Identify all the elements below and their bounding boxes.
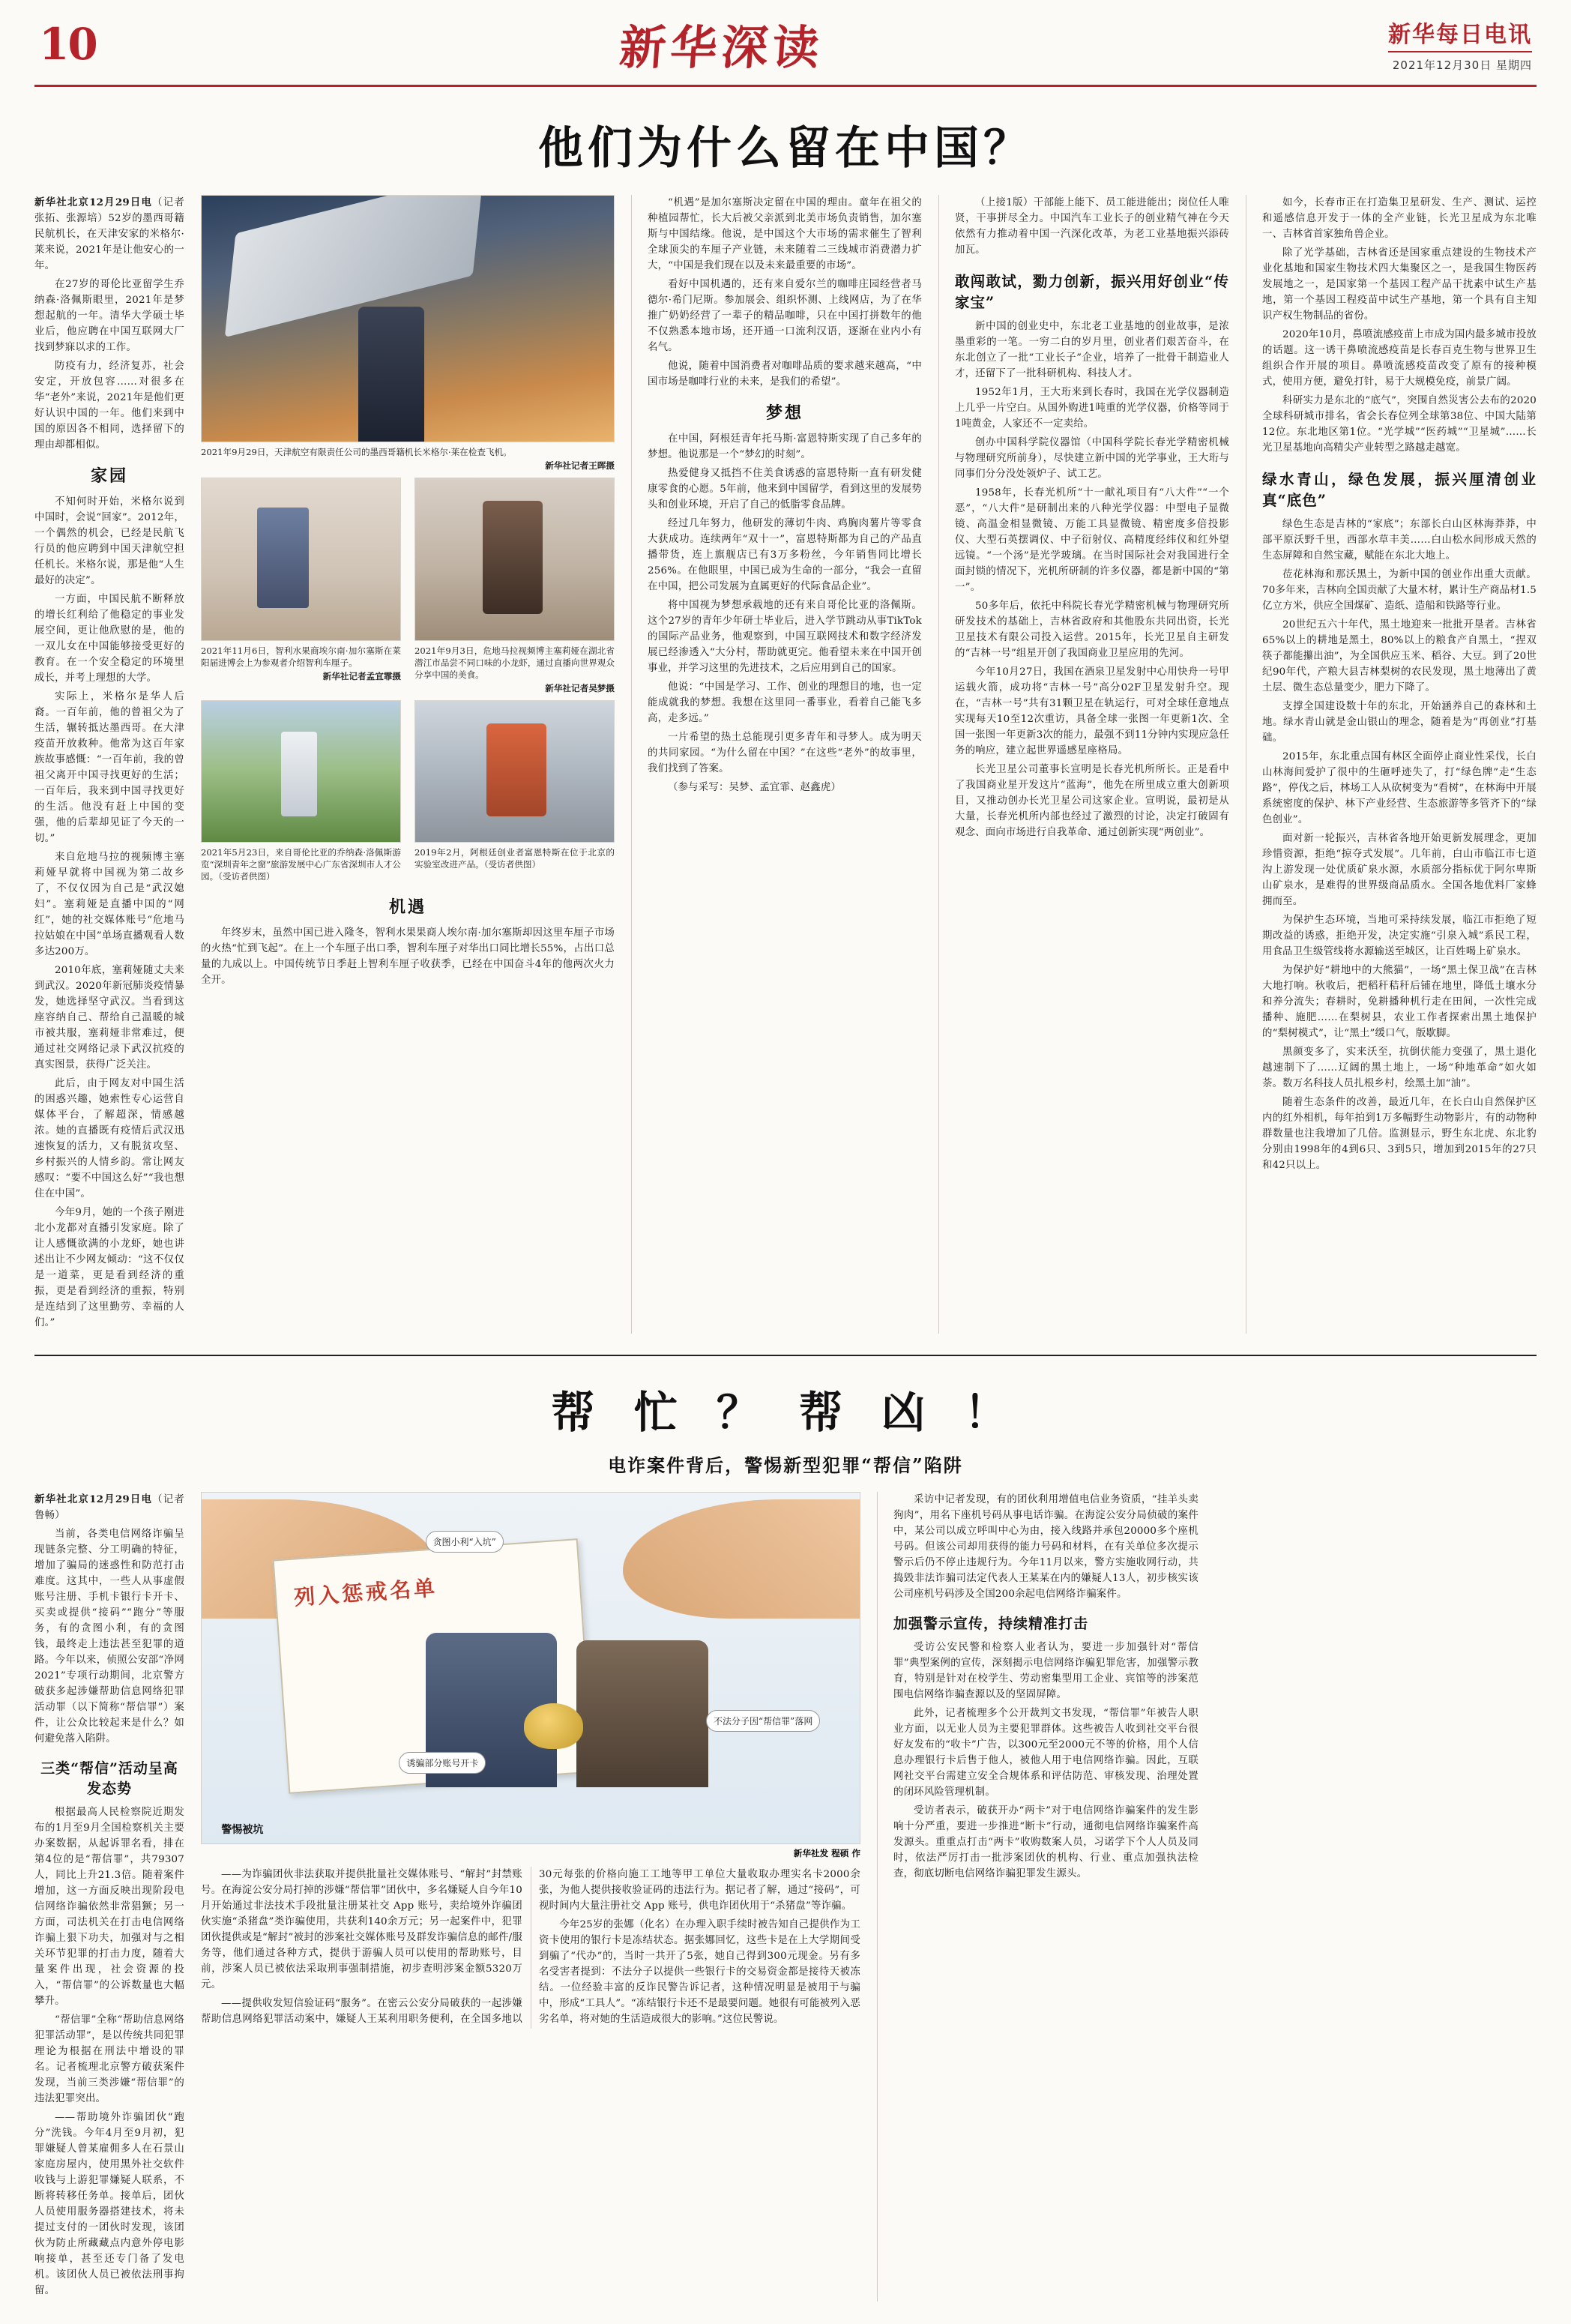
- photo-caption: 2021年9月3日，危地马拉视频博主塞莉娅在湖北省潜江市品尝不同口味的小龙虾，通过直播向世界观众分享中国的美食。: [414, 645, 615, 680]
- paragraph: 受访公安民警和检察人业者认为，要进一步加强针对“帮信罪”典型案例的宣传，深刻揭示电信网络诈骗犯罪危害，加强警示教育，特别是针对在校学生、劳动密集型用工企业、宾馆等的涉案范围电信网络诈骗查源以及的坚固屏障。: [893, 1642, 1198, 1700]
- paragraph: 在中国，阿根廷青年托马斯·富恩特斯实现了自己多年的梦想。他说那是一个“梦幻的时刻”。: [648, 433, 922, 460]
- paragraph: 来自危地马拉的视频博主塞莉娅早就将中国视为第二故乡了，不仅仅因为自己是“武汉媳妇”。塞莉娅是直播中国的“网红”，她的社交媒体账号“危地马拉姑娘在中国”单场直播观看人数多达200万。: [34, 852, 184, 957]
- paragraph: 实际上，米格尔是华人后裔。一百年前，他的曾祖父为了生活，辗转抵达墨西哥。在大津疫苗开放救种。他常为这百年家族故事感慨：“一百年前，我的曾祖父离开中国寻找更好的生活；一百年后，我来到中国寻找更好的生活。他没有赶上中国的变强，他的后辈却见证了今天的一切。”: [34, 691, 184, 844]
- photo-credit: 新华社记者孟宜霏摄: [322, 671, 401, 681]
- paragraph: 1958年，长春光机所“十一献礼项目有“八大件”“一个恶”，“八大件”是研制出来的八种光学仪器：中型电子显微镜、高温金相显微镜、万能工具显微镜、精密度多倍投影仪、大型石英摆调仪、中子衍射仪、高精度经纬仪和红外望远镜。“一个汤”是光学玻璃。在当时国际社会对我国进行全面封锁的情况下，光机所研制的许多仪器，都是新中国的“第一”。: [955, 487, 1229, 593]
- paragraph: （参与采写：吴梦、孟宜霏、赵鑫虎）: [668, 782, 842, 793]
- speech-bubble-right: 不法分子因“帮信罪”落网: [706, 1710, 820, 1732]
- photo-pair-top: [201, 478, 615, 700]
- speech-bubble-top: 贪图小利“入坑”: [426, 1531, 504, 1553]
- paragraph: 2020年10月，鼻喷流感疫苗上市成为国内最多城市投放的话题。这一诱干鼻喷流感疫苗是长春百克生物与世界卫生组织合作开展的项目。鼻喷流感疫苗改变了原有的接种模式，使用方便，避免打针，易于大规模免疫，前景广阔。: [1262, 329, 1537, 388]
- paragraph: 他说：“中国是学习、工作、创业的理想目的地，也一定能成就我的梦想。我想在这里同一番事业，看着自己能飞多高，走多远。”: [648, 681, 922, 724]
- issue-date: 2021年12月30日 星期四: [1392, 58, 1532, 72]
- masthead-center: [166, 10, 1277, 77]
- paragraph: 将中国视为梦想承载地的还有来自哥伦比亚的洛佩斯。这个27岁的青年少年研士毕业后，进入学节跳动从事TikTok的国际产品业务，他观察到，中国互联网技术和数字经济发展已经渗透入“大分村，帮助就更完。他看望未来在中国开创事业，并学习这里的先进技术，之后应用到自己的国家。: [648, 600, 922, 674]
- opportunity-text-start: [201, 925, 615, 988]
- paragraph: 随着生态条件的改善，最近几年，在长白山自然保护区内的红外相机，每年拍到1万多幅野生动物影片，有的动物种群数量也注我增加了几倍。监测显示，野生东北虎、东北豹分别由1998年的4到6只、3到5只，增加到2015年的27只和42只以上。: [1262, 1097, 1537, 1171]
- paragraph: 经过几年努力，他研发的薄切牛肉、鸡胸肉薯片等零食大获成功。连续两年“双十一”，富恩特斯都为自己的产品直播带货，连上旗舰店已有3万多粉丝，今年销售同比增长256%。在他眼里，中国已成为生命的一部分，“我会一直留在中国，把公司发展为直属更好的代际食品企业”。: [648, 518, 922, 592]
- photo-park: [201, 700, 401, 843]
- masthead: [34, 0, 1537, 87]
- paragraph: 除了光学基础，吉林省还是国家重点建设的生物技术产业化基地和国家生物技术四大集聚区之一，是我国生物医药发展地之一，是国家第一个基因工程产品干扰素中试生产基地，第一个基因工程疫苗中试生产基地，第一个具有自主知识产权生物制品的省份。: [1262, 247, 1537, 322]
- paragraph: ——帮助境外诈骗团伙“跑分”洗钱。今年4月至9月初，犯罪嫌疑人曾某雇佣多人在石景山家庭房屋内，使用黑外社交软件收钱与上游犯罪嫌疑人联系，不断将转移任务单。接单后，团伙人员使用服务器搭建技术，将未提过支付的一团伙时发现，该团伙为防止所藏藏点内意外停电影响接单，甚至还专门备了发电机。该团伙人员已被依法刑事拘留。: [34, 2112, 184, 2296]
- paragraph: 如今，长春市正在打造集卫星研发、生产、测试、运控和遥感信息开发于一体的全产业链，长光卫星成为东北唯一、吉林省首家独角兽企业。: [1262, 197, 1537, 240]
- paragraph: 此外，记者梳理多个公开裁判文书发现，“帮信罪”年被告人职业方面，以无业人员为主要犯罪群体。这些被告人收到社交平台很好友发布的“收卡”广告，以300元至2000元不等的价格，用个人信息办理银行卡后售于他人，被他人用于电信网络诈骗。因此，互联网社交平台需建立安全合规体系和评估防范、审核发现、治理处置的闭环风险管理机制。: [893, 1708, 1198, 1798]
- photo-vlogger: [414, 478, 615, 641]
- bottom-cartoon-below-text: [201, 1867, 860, 2029]
- paragraph: ——提供收发短信验证码“服务”。在密云公安分局破获的一起涉嫌帮助信息网络犯罪活动案中，嫌疑人王某利用职务便利，在全国多地以30元每张的价格向施工工地等甲工单位大量收取办理实名卡2000余张，为他人提供接收验证码的违法行为。据记者了解，通过“接码”，可视时间内大量注册社交 App 账号，供电诈团伙用于“杀猪盘”等诈骗。: [201, 1869, 860, 2025]
- paragraph: 50多年后，依托中科院长春光学精密机械与物理研究所研发技术的基础上，吉林省政府和其他股东共同出资，长光卫星技术有限公司投入运营。2015年，长光卫星自主研发的“吉林一号”组星开创了我国商业卫星应用的先河。: [955, 600, 1229, 659]
- paragraph: 为保护好“耕地中的大熊猫”，一场“黑土保卫战”在吉林大地打响。秋收后，把稻秆秸秆后铺在地里，降低土壤水分和养分流失；春耕时，免耕播种机行走在田间，一次性完成播种、施肥……在梨树县，农业工作者探索出黑土地保护的“梨树模式”，让“黑土”缓口气，版歇脚。: [1262, 965, 1537, 1039]
- photo-caption: 2021年11月6日，智利水果商埃尔南·加尔塞斯在莱阳届进博会上为参观者介绍智利车厘子。: [201, 645, 401, 668]
- illustration-fraud-cartoon: [201, 1492, 860, 1844]
- paragraph: 支撑全国建设数十年的东北，开始涵养自己的森林和土地。绿水青山就是金山银山的理念，随着是为“再创业”打基础。: [1262, 701, 1537, 744]
- paragraph: 一方面，中国民航不断释放的增长红利给了他稳定的事业发展空间，更让他欣慰的是，他的一双儿女在中国能够接受更好的教育。在一个安全稳定的环境里成长，并考上理想的大学。: [34, 594, 184, 684]
- paragraph: 受访者表示，破获开办“两卡”对于电信网络诈骗案件的发生影响十分严重，要进一步推进“断卡”行动，通彻电信网络诈骗案件高发源头。重重点打击“两卡”收购数案人员，习诺学下个人人员及同时，依法严厉打击一批涉案团伙的机构、行业、重点加强执法检查，彻底切断电信网络诈骗犯罪发生源头。: [893, 1805, 1198, 1879]
- paragraph: ——为诈骗团伙非法获取并提供批量社交媒体账号、“解封”封禁账号。在海淀公安分局打掉的涉嫌“帮信罪”团伙中，多名嫌疑人自今年10月开始通过非法技术手段批量注册某社交 App 账号，卖给境外诈骗团伙实施“杀猪盘”类诈骗使用，共获利140余万元；另一起案件中，犯罪团伙提供或是“解封”被封的涉案社交媒体账号及群发诈骗信息的邮件/服务等，他们通过各种方式，提供于游骗人员可以使用的帮助账号，目前，涉案人员已被依法采取刑事强制措施，初步查明涉案金额5320万元。: [201, 1869, 522, 1990]
- photo-pilot: [201, 195, 615, 442]
- bottom-headline: 帮 忙 ？ 帮 凶 ！: [551, 1387, 1020, 1438]
- bottom-column-right: [877, 1492, 1198, 2302]
- paragraph: 长光卫星公司董事长宣明是长春光机所所长。正是看中了我国商业星开发这片“蓝海”，他先在所里成立重大创新项目，又推动创办长光卫星公司这家企业。宣明说，最初是从大量，长春光机所内部也经过了激烈的讨论，决定打破固有观念、面向市场进行自我革命、通过创新实现“两创业”。: [955, 764, 1229, 838]
- photo-lab: [414, 700, 615, 843]
- column-continuation-2: [1246, 195, 1537, 1334]
- paragraph: 热爱健身又抵挡不住美食诱惑的富恩特斯一直有研发健康零食的心愿。5年前，他来到中国留学，看到这里的发展势头和创业环境，开启了自己的低脂零食品牌。: [648, 468, 922, 511]
- brand-title: 新华每日电讯: [1388, 16, 1532, 52]
- photo-pair-bottom: [201, 700, 615, 884]
- paragraph: 面对新一轮振兴，吉林省各地开始更新发展理念，更加珍惜资源，拒绝“掠夺式发展”。几年前，白山市临江市七道沟上游发现一处优质矿泉水源，水质部分指标优于阿尔卑斯山矿泉水，是难得的世界级商品质水。全国各地优料厂家蜂拥而至。: [1262, 833, 1537, 907]
- paragraph: 20世纪五六十年代，黑土地迎来一批批开垦者。吉林省65%以上的耕地是黑土，80%以上的粮食产自黑土，“捏双筷子都能攥出油”，为全国供应玉米、稻谷、大豆。到了20世纪90年代，产粮大县吉林梨树的农民发现，黑土地薄出了黄土层、微生态总量变少，肥力下降了。: [1262, 619, 1537, 693]
- paragraph: 创办中国科学院仪器馆（中国科学院长春光学精密机械与物理研究所前身），尽快建立新中国的光学事业，王大珩与同事们分分没处领炉子、试工艺。: [955, 437, 1229, 480]
- hand-right-shape: [623, 1499, 860, 1619]
- paragraph: 2015年，东北重点国有林区全面停止商业性采伐，长白山林海间爱护了很中的生砸呼迹失了，打“绿色牌”走“生态路”，停伐之后，林场工人从砍树变为“看树”，在林海中开展系统密度的保护、林下产业经营、生态旅游等多管齐下的“绿色创业”。: [1262, 751, 1537, 825]
- headline-area: [34, 87, 1537, 195]
- column-photos: [201, 195, 615, 1334]
- paragraph: 今年25岁的张娜（化名）在办理入职手续时被告知自己提供作为工资卡使用的银行卡是冻结状态。据张娜回忆，这些卡是在上大学期间受到骗了“代办”的，当时一共开了5张，她自己得到300元现金。另有多名受害者提到：不法分子以提供一些银行卡的交易资金都是接待天被冻结。一位经验丰富的反诈民警告诉记者，这种情况明显是被用于与骗中，形成“工具人”。“冻结银行卡还不是最要问题。她很有可能被列入恶劣名单，将对她的生活造成很大的影响。”这位民警说。: [539, 1919, 860, 2025]
- photo-cherry-merchant: [201, 478, 401, 641]
- subhead-entrepreneurship: 敢闯敢试，勠力创新，振兴用好创业“传家宝”: [955, 273, 1229, 311]
- blacklist-text: 列入惩戒名单: [293, 1575, 438, 1610]
- photo-caption: 2021年9月29日，天津航空有限责任公司的墨西哥籍机长米格尔·莱在检查飞机。: [201, 447, 512, 457]
- paragraph: 新中国的创业史中，东北老工业基地的创业故事，是浓墨重彩的一笔。一穷二白的岁月里，创业者们艰苦奋斗，在东北创立了一批“工业长子”企业，培养了一批骨干制造业人才，还留下了一批科研机构、科技人才。: [955, 321, 1229, 379]
- figure-criminal: [576, 1640, 708, 1788]
- paragraph: 绿色生态是吉林的“家底”；东部长白山区林海莽莽，中部平原沃野千里，西部水草丰美……白山松水间形成天然的生态屏障和自然宝藏，赋能在东北大地上。: [1262, 519, 1537, 562]
- continuation-note: （上接1版）干部能上能下、员工能进能出；岗位任人唯贤，干事拼尽全力。中国汽车工业长子的创业精气神在今天依然有力推动着中国一汽深化改革，为老工业基地振兴添砖加瓦。: [955, 197, 1229, 256]
- subhead-three-types: 三类“帮信”活动呈高发态势: [40, 1760, 178, 1797]
- paragraph: 2010年底，塞莉娅随丈夫来到武汉。2020年新冠肺炎疫情暴发，她选择坚守武汉。当看到这座容纳自己、帮给自己温暖的城市被共服，塞莉娅非常难过，便通过社交网络记录下武汉抗疫的真实图景，获得广泛关注。: [34, 965, 184, 1071]
- dateline-byline: （记者鲁畅）: [34, 1494, 184, 1521]
- paragraph: 不知何时开始，米格尔说到中国时，会说“回家”。2012年，一个偶然的机会，已经是民航飞行员的他应聘到中国天津航空担任机长。米格尔说，那是他“人生最好的决定”。: [34, 496, 184, 586]
- bottom-headline-area: [34, 1356, 1537, 1481]
- photo-caption: 2021年5月23日，来自哥伦比亚的乔纳森·洛佩斯游览“深圳青年之窗”旅游发展中心广东省深圳市人才公园。（受访者供图）: [201, 847, 401, 882]
- column-lead: 新华社北京12月29日电（记者张拓、张源培）52岁的墨西哥籍民航机长，在天津安家的米格尔·莱来说，2021年是让他安心的一年。 在27岁的哥伦比亚留学生乔纳森·洛佩斯眼里，2021年是梦想起航的一年。清华大学硕士毕业后，他应聘在中国互联网大厂找到梦寐以求的工作。 防疫有力，经济复苏，社会安定，开放包容……对很多在华“老外”来说，2021年是他们更好认识中国的一年。他们来到中国的原因各不相同，选择留下的理由却都相似。 家园 不知何时开始，米格尔说到中国时，会说“回家”。2012年，一个偶然的机会，已经是民航飞行员的他应聘到中国天津航空担任机长。米格尔说，那是他“人生最好的决定”。 一方面，中国民航不断释放的增长红利给了他稳定的事业发展空间，更让他欣慰的是，他的一双儿女在中国能够接受更好的教育。在一个安全稳定的环境里成长，并考上理想的大学。 实际上，米格尔是华人后裔。一百年前，他的曾祖父为了生活，辗转抵达墨西哥。在大津疫苗开放救种。他常为这百年家族故事感慨：“一百年前，我的曾祖父离开中国寻找更好的生活；一百年后，我来到中国寻找更好的生活。他没有赶上中国的变强，他的后辈却见证了今天的一切。” 来自危地马拉的视频博主塞莉娅早就将中国视为第二故乡了，不仅仅因为自己是“武汉媳妇”。塞莉娅是直播中国的“网红”，她的社交媒体账号“危地马拉姑娘在中国”单场直播观看人数多达200万。 2010年底，塞莉娅随丈夫来到武汉。2020年新冠肺炎疫情暴发，她选择坚守武汉。当看到这座容纳自己、帮给自己温暖的城市被共服，塞莉娅非常难过，便通过社交网络记录下武汉抗疫的真实图景，获得广泛关注。 此后，由于网友对中国生活的困惑兴趣，她索性专心运营自媒体平台，了解超深，情感越浓。她的直播既有疫情后武汉迅速恢复的活力，又有脱贫攻坚、乡村振兴的人情乡韵。常让网友感叹：“要不中国这么好”“我也想住在中国”。 今年9月，她的一个孩子刚进北小龙都对直播引发家庭。除了让人感慨欲满的小龙虾，她也讲述出让不少网友倾动：“这不仅仅是一道菜，更是看到经济的重振，更是看到经济的重振，特别是连结到了这里勤劳、幸福的人们。”: [34, 195, 184, 1334]
- bottom-subheadline: 电诈案件背后，警惕新型犯罪“帮信”陷阱: [608, 1454, 963, 1476]
- subhead-dream: 梦想: [765, 403, 803, 423]
- paragraph: 为保护生态环境，当地可采持续发展，临江市拒绝了短期改益的诱惑，拒绝开发，决定实施“引泉入城”系民工程，用食品卫生级管线将水源输送至城区，让百姓喝上矿泉水。: [1262, 915, 1537, 957]
- subhead-home: 家园: [90, 466, 128, 486]
- column-opportunity: [631, 195, 922, 1334]
- speech-bubble-left: 诱骗部分账号开卡: [399, 1752, 486, 1774]
- paragraph: 莅花林海和那沃黑土，为新中国的创业作出重大贡献。70多年来，吉林向全国贡献了大量木材，累计生产商品材1.5亿立方米，供应全国煤矿、造纸、造船和铁路等行业。: [1262, 569, 1537, 612]
- paragraph: 根据最高人民检察院近期发布的1月至9月全国检察机关主要办案数据，从起诉罪名看，排在第4位的是“帮信罪”，共79307人，同比上升21.3倍。随着案件增加，这一方面反映出现阶段电信网络诈骗依然非常猖獗；另一方面，司法机关在打击电信网络诈骗上狠下功夫，加强对与之相关环节犯罪的打击力度，随着大量案件出现，社会资源的投入，“帮信罪”的公诉数量也大幅攀升。: [34, 1807, 184, 2007]
- money-bag-icon: [524, 1703, 583, 1749]
- photo-credit: 新华社记者王晖摄: [545, 460, 615, 471]
- photo-credit: 新华社记者吴梦摄: [545, 683, 615, 693]
- cartoon-warning-label: 警惕被坑: [221, 1823, 264, 1836]
- main-headline: 他们为什么留在中国？: [538, 122, 1033, 175]
- paragraph: 当前，各类电信网络诈骗呈现链条完整、分工明确的特征，增加了骗局的迷惑性和防范打击难度。这其中，一些人从事虚假账号注册、手机卡银行卡开卡、买卖或提供“接码”“跑分”等服务，有的贪图小利，有的贪图钱，最终走上违法甚至犯罪的道路。今年以来，侦照公安部“净网2021”专项行动期间，北京警方破获多起涉嫌帮助信息网络犯罪活动罪（以下简称“帮信罪”）案件，让公众比较起来是什么？如何避免落入陷阱。: [34, 1529, 184, 1744]
- dateline-city: 新华社北京12月29日电: [34, 196, 153, 208]
- dateline-byline: （记者张拓、张源培）: [34, 197, 184, 224]
- paragraph: 采访中记者发现，有的团伙利用增值电信业务资质，“挂羊头卖狗肉”，用名下座机号码从事电话诈骗。在海淀公安分局侦破的案件中，某公司以成立呼叫中心为由，接入线路并承包20000多个座机号码。但该公司却用获得的能力号码和材料，在有关单位多次提示警示后仍不停止违规行为。今年11月以来，警方实施收网行动，共捣毁非法诈骗司法定代表人王某某在内的嫌疑人13人，初步核实该公司座机号码涉及全国200余起电信网络诈骗案件。: [893, 1494, 1198, 1600]
- subhead-opportunity: 机遇: [388, 897, 426, 917]
- paragraph: “帮信罪”全称“帮助信息网络犯罪活动罪”，是以传统共同犯罪理论为根据在刑法中增设的罪名。记者梳理北京警方破获案件发现，当前三类涉嫌“帮信罪”的违法犯罪突出。: [34, 2014, 184, 2104]
- paragraph: 今年10月27日，我国在酒泉卫星发射中心用快舟一号甲运载火箭，成功将“吉林一号”高分02F卫星发射升空。现在，“吉林一号”共有31颗卫星在轨运行，可对全球任意地点实现每天10至12次重访，具备全球一张图一年更新1次、全国一张图一年更新3次的能力，最强不到11分钟内实现应急任务的响应，建立起世界遥感星座格局。: [955, 666, 1229, 756]
- dateline-city: 新华社北京12月29日电: [34, 1493, 153, 1505]
- paragraph: 在27岁的哥伦比亚留学生乔纳森·洛佩斯眼里，2021年是梦想起航的一年。清华大学硕士毕业后，他应聘在中国互联网大厂找到梦寐以求的工作。: [34, 279, 184, 353]
- upper-article-grid: [34, 195, 1537, 1341]
- section-title: 新华深读: [618, 20, 826, 75]
- paragraph: “机遇”是加尔塞斯决定留在中国的理由。童年在祖父的种植园帮忙，长大后被父亲派到北美市场负责销售，加尔塞斯与中国结缘。他说，是中国这个大市场的需求催生了智利全球顶尖的车厘子产业链，未来随着二三线城市消费潜力扩大，“中国是我们现在以及未来最重要的市场”。: [648, 197, 922, 271]
- paragraph: 防疫有力，经济复苏，社会安定，开放包容……对很多在华“老外”来说，2021年是他们更好认识中国的一年。他们来到中国的原因各不相同，选择留下的理由却都相似。: [34, 361, 184, 451]
- paragraph: 看好中国机遇的，还有来自爱尔兰的咖啡庄园经营者马德尔·希门尼斯。参加展会、组织怀测、上线网店，为了在华推广奶奶经营了一辈子的精品咖啡，只在中国打拼数年的他不仅熟悉本地市场，还开通一口流利汉语，逐渐在业内小有名气。: [648, 279, 922, 353]
- paragraph: 1952年1月，王大珩来到长春时，我国在光学仪器制造上几乎一片空白。从国外购进1吨重的光学仪器，价格等同于1吨黄金，人家还不一定卖给。: [955, 387, 1229, 430]
- paragraph: 科研实力是东北的“底气”，突围自然災害公去布的2020全球科研城市排名，省会长春位列全球第38位、中国大陆第12位。东北地区第1位。“光学城”“医药城”“卫星城”……长光卫星基地向高精尖产业转型之路越走越宽。: [1262, 395, 1537, 454]
- page-number: 10: [39, 18, 97, 70]
- paragraph: 他说，随着中国消费者对咖啡品质的要求越来越高，“中国市场是咖啡行业的未来，是我们的希望”。: [648, 361, 922, 388]
- bottom-column-lead: [34, 1492, 184, 2302]
- paragraph: 年终岁末，虽然中国已进入隆冬，智利水果果商人埃尔南·加尔塞斯却因这里车厘子市场的火热“忙到飞起”。在上一个车厘子出口季，智利车厘子对华出口同比增长55%，占出口总量的九成以上。中国传统节日季赶上智利车厘子收获季，已经在中国奋斗4年的他两次火力全开。: [201, 927, 615, 986]
- bottom-cartoon-column: [201, 1492, 860, 2302]
- column-continuation: [938, 195, 1229, 1334]
- subhead-green: 绿水青山，绿色发展，振兴厘清创业真“底色”: [1262, 471, 1537, 509]
- paragraph: 今年9月，她的一个孩子刚进北小龙都对直播引发家庭。除了让人感慨欲满的小龙虾，她也讲述出让不少网友倾动：“这不仅仅是一道菜，更是看到经济的重振，更是看到经济的重振，特别是连结到了这里勤劳、幸福的人们。”: [34, 1207, 184, 1328]
- masthead-brand-block: [1277, 16, 1532, 73]
- photo-caption: 2019年2月，阿根廷创业者富恩特斯在位于北京的实验室改进产品。（受访者供图）: [414, 847, 615, 870]
- paragraph: 黑颜变多了，实来沃至，抗倒伏能力变强了，黑土退化越速制下了……辽阔的黑土地上，一场“种地革命”如火如荼。数万名科技人员扎根乡村，绘黑土加“油”。: [1262, 1047, 1537, 1089]
- bottom-article-grid: [34, 1481, 1537, 2302]
- paragraph: 此后，由于网友对中国生活的困惑兴趣，她索性专心运营自媒体平台，了解超深，情感越浓。她的直播既有疫情后武汉迅速恢复的活力，又有脱贫攻坚、乡村振兴的人情乡韵。常让网友感叹：“要不中国这么好”“我也想住在中国”。: [34, 1078, 184, 1199]
- paragraph: 一片希望的热土总能现引更多青年和寻梦人。成为明天的共同家园。“为什么留在中国？”在这些“老外”的故事里，我们找到了答案。: [648, 732, 922, 774]
- cartoon-credit: 新华社发 程硕 作: [793, 1848, 860, 1858]
- subhead-warning-campaign: 加强警示宣传，持续精准打击: [893, 1616, 1089, 1632]
